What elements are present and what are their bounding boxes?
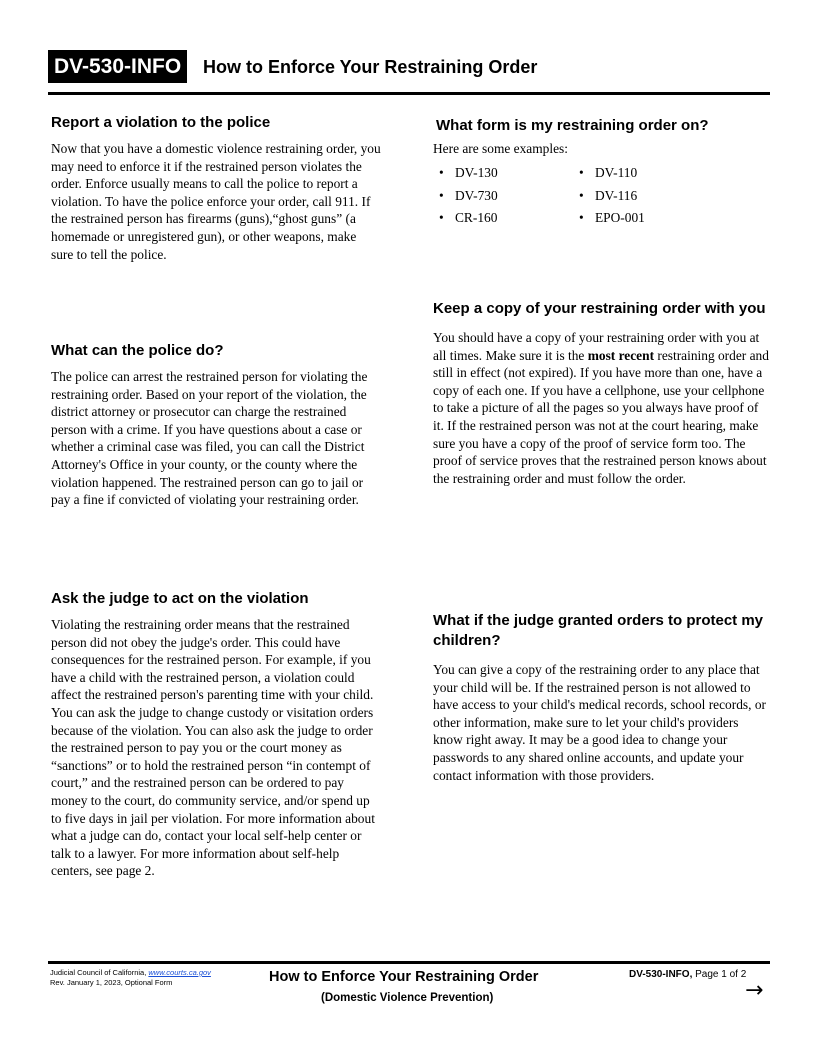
section-protect-children <box>433 611 769 784</box>
section-heading: Keep a copy of your restraining order with you <box>433 300 766 317</box>
footer-title: How to Enforce Your Restraining Order <box>269 969 539 985</box>
courts-website-link[interactable]: www.courts.ca.gov <box>148 968 211 977</box>
emphasis-text: most recent <box>587 347 655 363</box>
section-police-actions <box>51 341 381 509</box>
section-body: Violating the restraining order means that the restrained person did not obey the judge's order. This could have consequences for the restrained person. For example, if you have a child with the restrained person, a violation could affect the restrained person's parenting time with your child. You can ask the judge to change custody or visitation orders because of the violation. You can also ask the judge to order the restrained person to pay you or the court money as “sanctions” or to hold the restrained person “in contempt of court,” and the restrained person can be ordered to pay money to the court, do community service, and/or spend up to five days in jail per violation. For more information about what a judge can do, contact your local self-help center or talk to a lawyer. For more information about self-help centers, see page 2. <box>51 617 375 879</box>
section-ask-judge <box>51 589 381 880</box>
list-item: • EPO-001 <box>595 209 645 227</box>
section-intro: Here are some examples: <box>433 141 568 156</box>
section-heading: What can the police do? <box>51 342 224 359</box>
section-heading: What if the judge granted orders to protect my children? <box>433 612 764 649</box>
form-id-badge: DV-530-INFO <box>48 50 187 83</box>
footer-form-id: DV-530-INFO, <box>629 969 693 980</box>
next-page-arrow-icon[interactable]: → <box>745 978 764 1003</box>
section-keep-copy <box>433 299 769 487</box>
list-item: • DV-116 <box>595 187 637 205</box>
section-heading: What form is my restraining order on? <box>436 117 709 134</box>
section-body: Now that you have a domestic violence restraining order, you may need to enforce it if the restrained person violates the order. Enforce usually means to call the police to report a violation. To have the police enforce your order, call 911. If the restrained person has firearms (guns),“ghost guns” (a homemade or unregistered gun), or other weapons, make sure to tell the police. <box>51 141 381 262</box>
list-item: • DV-110 <box>595 164 637 182</box>
footer-form-page <box>629 969 746 981</box>
footer-subtitle: (Domestic Violence Prevention) <box>321 992 494 1004</box>
body-text: You should have a copy of your restraining order with you at all times. Make sure it is the <box>433 330 760 363</box>
footer-rule <box>48 961 770 964</box>
header-rule <box>48 92 770 95</box>
footer-publisher <box>50 968 211 978</box>
body-text: restraining order and still in effect (not expired). If you have more than one, have a copy of each one. If you have a cellphone, use your cellphone to take a picture of all the pages so you always have proof of it. If the restrained person was not at the court hearing, make sure you have a copy of the proof of service form too. The proof of service proves that the restrained person knows about the restraining order and must follow the order. <box>433 347 769 486</box>
section-body <box>433 329 769 487</box>
list-item: • DV-130 <box>455 164 498 182</box>
page-title: How to Enforce Your Restraining Order <box>203 57 538 77</box>
council-name: Judicial Council of California, <box>50 968 147 977</box>
section-heading: Report a violation to the police <box>51 114 271 131</box>
revision-date: Rev. January 1, 2023, Optional Form <box>50 978 173 987</box>
page-number: Page 1 of 2 <box>695 969 747 980</box>
list-item: • CR-160 <box>455 209 497 227</box>
section-body: You can give a copy of the restraining order to any place that your child will be. If the restrained person is not allowed to have access to your child's medical records, school records, or other information, make sure to let your child's providers know right away. It may be a good idea to change your passwords to any shared online accounts, and update your contact information with those providers. <box>433 662 766 783</box>
section-report-violation <box>51 113 381 263</box>
section-heading: Ask the judge to act on the violation <box>51 590 309 607</box>
list-item: • DV-730 <box>455 187 498 205</box>
section-form-examples <box>433 116 769 236</box>
section-body: The police can arrest the restrained person for violating the restraining order. Based on your report of the violation, the district attorney or prosecutor can charge the restrained person with a crime. If you have questions about a case or whether a criminal case was filed, you can call the District Attorney's Office in your county, or the county where the violation happened. The restrained person can go to jail or pay a fine if convicted of violating your restraining order. <box>51 369 368 508</box>
